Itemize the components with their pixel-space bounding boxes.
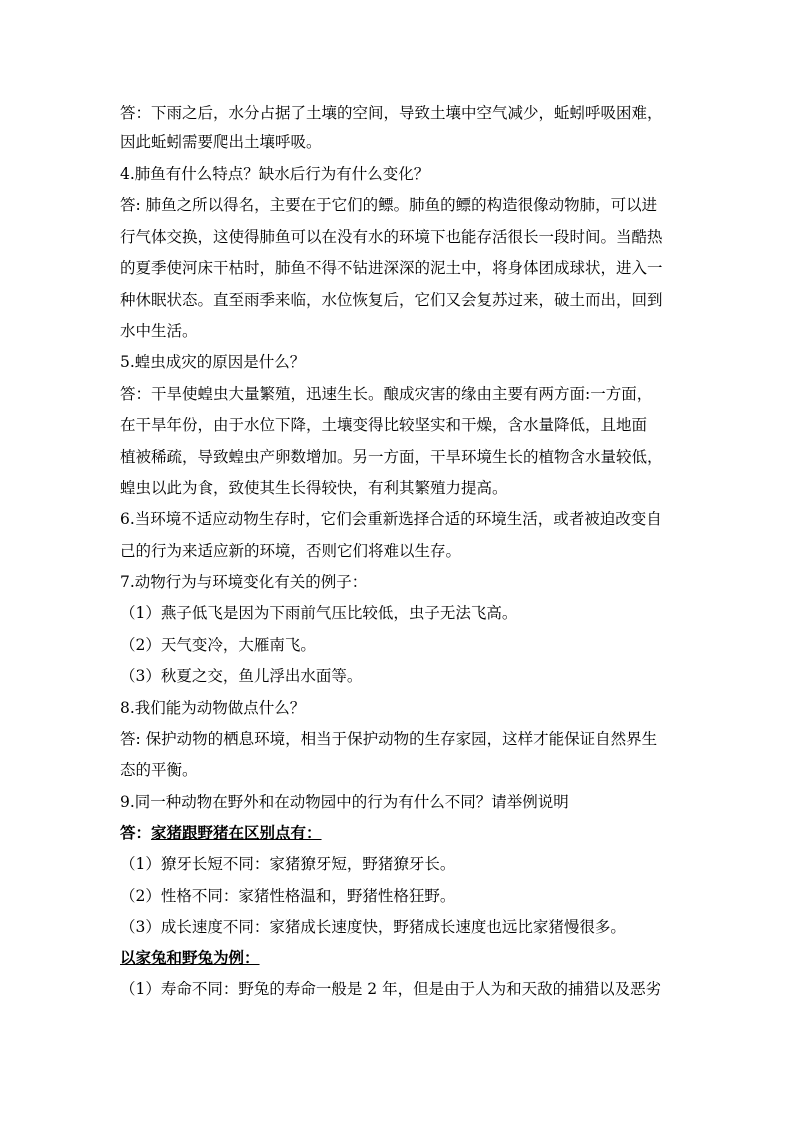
text-line: （3）成长速度不同：家猪成长速度快，野猪成长速度也远比家猪慢很多。: [120, 918, 626, 936]
text-line: 种休眠状态。直至雨季来临，水位恢复后，它们又会复苏过来，破土而出，回到: [120, 291, 663, 309]
text-line: 的夏季使河床干枯时，肺鱼不得不钻进深深的泥土中，将身体团成球状，进入一: [120, 259, 663, 277]
answer-prefix: 答：: [120, 823, 152, 842]
text-line: 答: 保护动物的栖息环境，相当于保护动物的生存家园，这样才能保证自然界生: [120, 730, 658, 748]
text-line: 植被稀疏，导致蝗虫产卵数增加。另一方面，干旱环境生长的植物含水量较低，: [120, 448, 663, 466]
text-line: （3）秋夏之交，鱼儿浮出水面等。: [120, 667, 363, 685]
text-line: 水中生活。: [120, 322, 198, 340]
text-line: 4.肺鱼有什么特点？缺水后行为有什么变化？: [120, 165, 430, 183]
text-line: 因此蚯蚓需要爬出土壤呼吸。: [120, 133, 322, 151]
text-line: （2）天气变冷，大雁南飞。: [120, 636, 316, 654]
text-line: 6.当环境不适应动物生存时，它们会重新选择合适的环境生活，或者被迫改变自: [120, 510, 662, 528]
text-line: 答：干旱使蝗虫大量繁殖，迅速生长。酿成灾害的缘由主要有两方面:一方面，: [120, 385, 653, 403]
pig-heading: 家猪跟野猪在区别点有：: [151, 823, 322, 842]
text-line: （1）燕子低飞是因为下雨前气压比较低，虫子无法飞高。: [120, 604, 518, 622]
text-line: 答：下雨之后，水分占据了土壤的空间，导致土壤中空气减少，蚯蚓呼吸困难，: [120, 104, 663, 122]
text-line: 8.我们能为动物做点什么？: [120, 699, 306, 717]
text-line: 在干旱年份，由于水位下降，土壤变得比较坚实和干燥，含水量降低，且地面: [120, 416, 648, 434]
text-line: 态的平衡。: [120, 761, 198, 779]
text-line: （2）性格不同：家猪性格温和，野猪性格狂野。: [120, 887, 456, 905]
text-line: （1）寿命不同：野兔的寿命一般是 2 年，但是由于人为和天敌的捕猎以及恶劣: [120, 980, 662, 998]
text-line: 己的行为来适应新的环境，否则它们将难以生存。: [120, 542, 462, 560]
answer-heading-line: [120, 823, 690, 843]
rabbit-heading-line: [120, 948, 690, 968]
text-line: （1）獠牙长短不同：家猪獠牙短，野猪獠牙长。: [120, 855, 456, 873]
text-line: 9.同一种动物在野外和在动物园中的行为有什么不同？请举例说明: [120, 793, 569, 811]
rabbit-heading: 以家兔和野兔为例：: [120, 948, 260, 967]
text-line: 蝗虫以此为食，致使其生长得较快，有利其繁殖力提高。: [120, 479, 508, 497]
text-line: 7.动物行为与环境变化有关的例子：: [120, 573, 368, 591]
text-line: 行气体交换，这使得肺鱼可以在没有水的环境下也能存活很长一段时间。当酷热: [120, 228, 663, 246]
text-line: 5.蝗虫成灾的原因是什么？: [120, 353, 306, 371]
text-line: 答: 肺鱼之所以得名，主要在于它们的鳔。肺鱼的鳔的构造很像动物肺，可以进: [120, 196, 658, 214]
